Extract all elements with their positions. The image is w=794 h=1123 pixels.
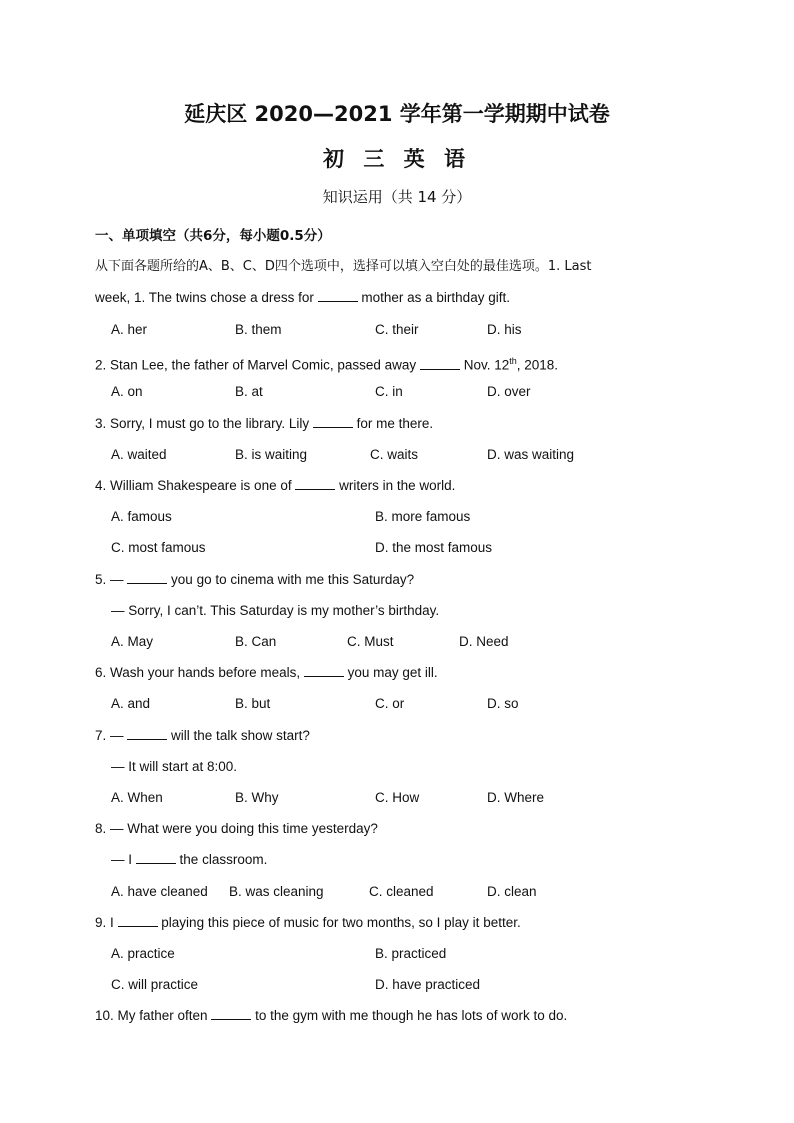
question-10-text: 10. My father often to the gym with me though he has lots of work to do. — [95, 1008, 568, 1023]
q6-option-d: D. so — [487, 696, 519, 711]
answer-blank — [127, 727, 167, 740]
q6-option-b: B. but — [235, 696, 271, 711]
q4-option-c: C. most famous — [111, 540, 206, 555]
answer-blank — [295, 477, 335, 490]
question-8-text: 8. — What were you doing this time yesterday? — [95, 821, 378, 836]
q5-option-b: B. Can — [235, 634, 277, 649]
q5-option-a: A. May — [111, 634, 154, 649]
q1-option-a: A. her — [111, 322, 148, 337]
question-5-text: 5. — you go to cinema with me this Saturday? — [95, 572, 415, 587]
part-heading: 一、单项填空（共6分，每小题0.5分） — [95, 228, 331, 244]
answer-blank — [313, 415, 353, 428]
q9-option-d: D. have practiced — [375, 977, 481, 992]
q7-option-d: D. Where — [487, 790, 545, 805]
q6-option-a: A. and — [111, 696, 151, 711]
q8-option-c: C. cleaned — [369, 884, 434, 899]
answer-blank — [304, 664, 344, 677]
q8-option-b: B. was cleaning — [229, 884, 324, 899]
q8-option-d: D. clean — [487, 884, 537, 899]
question-2-text: 2. Stan Lee, the father of Marvel Comic, passed away Nov. 12th, 2018. — [95, 356, 559, 373]
q8-option-a: A. have cleaned — [111, 884, 208, 899]
question-5-response: — Sorry, I can’t. This Saturday is my mother’s birthday. — [111, 603, 440, 618]
q5-option-d: D. Need — [459, 634, 509, 649]
answer-blank — [318, 289, 358, 302]
q1-option-c: C. their — [375, 322, 419, 337]
question-3-text: 3. Sorry, I must go to the library. Lily for me there. — [95, 416, 434, 431]
q5-option-c: C. Must — [347, 634, 394, 649]
question-6-text: 6. Wash your hands before meals, you may get ill. — [95, 665, 438, 680]
answer-blank — [127, 571, 167, 584]
q4-option-b: B. more famous — [375, 509, 471, 524]
q3-option-a: A. waited — [111, 447, 167, 462]
q7-option-a: A. When — [111, 790, 163, 805]
q4-option-a: A. famous — [111, 509, 172, 524]
question-9-text: 9. I playing this piece of music for two months, so I play it better. — [95, 915, 521, 930]
q4-option-d: D. the most famous — [375, 540, 493, 555]
answer-blank — [211, 1007, 251, 1020]
q6-option-c: C. or — [375, 696, 405, 711]
q3-option-d: D. was waiting — [487, 447, 575, 462]
section-heading: 知识运用（共 14 分） — [322, 188, 472, 206]
q7-option-c: C. How — [375, 790, 420, 805]
q9-option-c: C. will practice — [111, 977, 199, 992]
exam-subject: 初 三 英 语 — [323, 147, 471, 171]
question-7-text: 7. — will the talk show start? — [95, 728, 310, 743]
q9-option-b: B. practiced — [375, 946, 447, 961]
question-1-text: week, 1. The twins chose a dress for mother as a birthday gift. — [95, 290, 510, 305]
question-4-text: 4. William Shakespeare is one of writers in the world. — [95, 478, 456, 493]
question-8-response: — I the classroom. — [111, 852, 268, 867]
q2-option-a: A. on — [111, 384, 143, 399]
q2-option-b: B. at — [235, 384, 263, 399]
q3-option-b: B. is waiting — [235, 447, 308, 462]
q2-option-d: D. over — [487, 384, 531, 399]
instruction-text: 从下面各题所给的A、B、C、D四个选项中，选择可以填入空白处的最佳选项。1. Last — [95, 259, 592, 274]
q1-option-b: B. them — [235, 322, 282, 337]
answer-blank — [118, 914, 158, 927]
q2-option-c: C. in — [375, 384, 403, 399]
q3-option-c: C. waits — [370, 447, 419, 462]
answer-blank — [420, 357, 460, 370]
exam-title: 延庆区 2020—2021 学年第一学期期中试卷 — [184, 102, 610, 126]
q9-option-a: A. practice — [111, 946, 175, 961]
answer-blank — [136, 851, 176, 864]
q1-option-d: D. his — [487, 322, 522, 337]
question-7-response: — It will start at 8:00. — [111, 759, 238, 774]
q7-option-b: B. Why — [235, 790, 279, 805]
